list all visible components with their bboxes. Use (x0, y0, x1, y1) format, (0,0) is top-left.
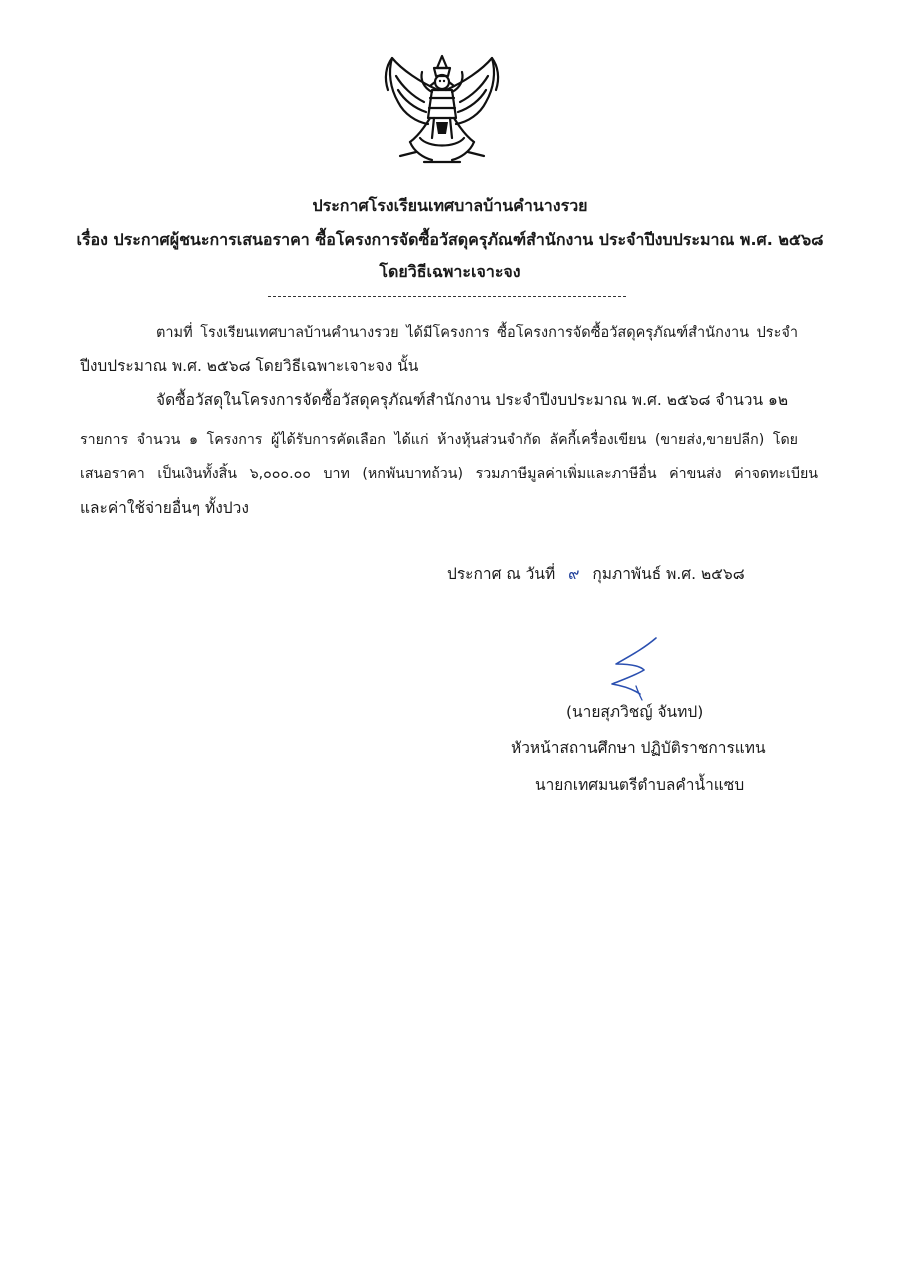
document-title: ประกาศโรงเรียนเทศบาลบ้านคำนางรวย (312, 196, 588, 215)
paragraph-1-line-1: ตามที่ โรงเรียนเทศบาลบ้านคำนางรวย ได้มีโครงการ ซื้อโครงการจัดซื้อวัสดุครุภัณฑ์สำนักงาน ประจำ (156, 325, 798, 341)
announce-date (447, 564, 745, 584)
signatory-position-1: หัวหน้าสถานศึกษา ปฏิบัติราชการแทน (511, 739, 766, 757)
paragraph-2-line-4: และค่าใช้จ่ายอื่นๆ ทั้งปวง (80, 499, 249, 517)
announce-prefix: ประกาศ ณ วันที่ (447, 565, 556, 583)
garuda-emblem-icon (380, 52, 504, 170)
paragraph-2-line-2: รายการ จำนวน ๑ โครงการ ผู้ได้รับการคัดเลือก ได้แก่ ห้างหุ้นส่วนจำกัด ลัคกี้เครื่องเขียน (ขายส่ง,ขายปลีก) โดย (80, 432, 798, 448)
signature-icon (596, 632, 672, 702)
paragraph-2-line-1: จัดซื้อวัสดุในโครงการจัดซื้อวัสดุครุภัณฑ์สำนักงาน ประจำปีงบประมาณ พ.ศ. ๒๕๖๘ จำนวน ๑๒ (156, 391, 789, 409)
document-subject: เรื่อง ประกาศผู้ชนะการเสนอราคา ซื้อโครงการจัดซื้อวัสดุครุภัณฑ์สำนักงาน ประจำปีงบประมาณ พ.ศ. ๒๕๖๘ (76, 230, 824, 249)
announce-day: ๙ (568, 565, 580, 583)
separator-line (268, 296, 626, 297)
signatory-position-2: นายกเทศมนตรีตำบลคำน้ำแซบ (535, 776, 745, 794)
procurement-method: โดยวิธีเฉพาะเจาะจง (379, 262, 521, 281)
signatory-name: (นายสุภวิชญ์ จันทป) (566, 703, 704, 721)
announce-month-year: กุมภาพันธ์ พ.ศ. ๒๕๖๘ (592, 565, 745, 583)
paragraph-2-line-3: เสนอราคา เป็นเงินทั้งสิ้น ๖,๐๐๐.๐๐ บาท (หกพันบาทถ้วน) รวมภาษีมูลค่าเพิ่มและภาษีอื่น ค่าขนส่ง ค่าจดทะเบียน (80, 466, 818, 482)
paragraph-1-line-2: ปีงบประมาณ พ.ศ. ๒๕๖๘ โดยวิธีเฉพาะเจาะจง นั้น (80, 357, 419, 375)
